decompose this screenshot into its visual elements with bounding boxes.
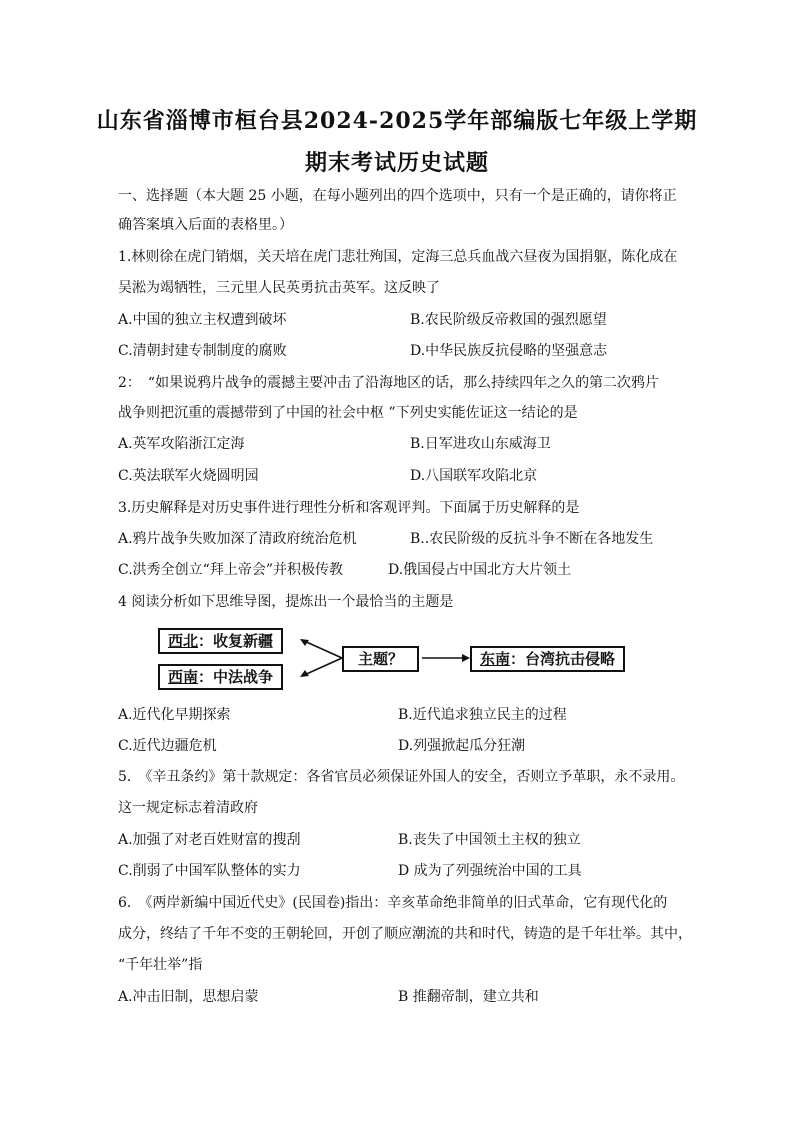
q6-stem-line3: “千年壮举”指 [118, 957, 203, 973]
q2-option-a: A.英军攻陷浙江定海 [118, 436, 245, 452]
q3-stem-line1: 3.历史解释是对历史事件进行理性分析和客观评判。下面属于历史解释的是 [118, 500, 580, 516]
q4-option-a: A.近代化早期探索 [118, 707, 231, 723]
q5-stem-line2: 这一规定标志着清政府 [118, 800, 258, 816]
q1-stem-line2: 吴淞为竭牺牲，三元里人民英勇抗击英军。这反映了 [118, 280, 440, 296]
exam-title-line2: 期末考试历史试题 [304, 150, 489, 176]
section-instruction-line2: 确答案填入后面的表格里。） [118, 217, 293, 233]
mindmap-se-topic: 台湾抗击侵略 [525, 650, 616, 668]
arrowhead-se [462, 654, 470, 662]
mindmap-center-node: 主题？ [342, 646, 419, 672]
q5-stem-line1: 5. 《辛丑条约》第十款规定：各省官员必须保证外国人的安全，否则立予革职，永不录用。 [118, 769, 685, 785]
q5-option-d: D 成为了列强统治中国的工具 [398, 863, 582, 879]
q1-stem-line1: 1.林则徐在虎门销烟，关天培在虎门悲壮殉国，定海三总兵血战六昼夜为国捐躯，陈化成在 [118, 249, 678, 265]
q2-option-b: B.日军进攻山东威海卫 [410, 436, 551, 452]
q4-stem-line1: 4 阅读分析如下思维导图，提炼出一个最恰当的主题是 [118, 594, 454, 610]
q2-stem-line2: 战争则把沉重的震撼带到了中国的社会中枢 ”下列史实能佐证这一结论的是 [118, 405, 578, 421]
q6-option-b: B 推翻帝制，建立共和 [398, 989, 539, 1005]
mindmap-se-region: 东南 [480, 650, 511, 668]
mindmap-nw-topic: 收复新疆 [213, 632, 274, 650]
q2-option-c: C.英法联军火烧圆明园 [118, 468, 259, 484]
connector-nw [302, 640, 342, 658]
q2-option-d: D.八国联军攻陷北京 [410, 468, 538, 484]
q1-option-a: A.中国的独立主权遭到破坏 [118, 312, 287, 328]
mind-map [150, 624, 650, 694]
q6-option-a: A.冲击旧制，思想启蒙 [118, 989, 259, 1005]
q5-option-b: B.丧失了中国领土主权的独立 [398, 832, 581, 848]
q3-option-c: C.洪秀全创立“拜上帝会”并积极传教 [118, 562, 343, 578]
q3-option-d: D.俄国侵占中国北方大片领土 [388, 562, 572, 578]
q5-option-c: C.削弱了中国军队整体的实力 [118, 863, 301, 879]
q3-option-b: B..农民阶级的反抗斗争不断在各地发生 [410, 531, 654, 547]
q4-option-b: B.近代追求独立民主的过程 [398, 707, 567, 723]
q2-stem-line1: 2： “如果说鸦片战争的震撼主要冲击了沿海地区的话，那么持续四年之久的第二次鸦片 [118, 375, 660, 391]
mindmap-node-northwest: 西北：收复新疆 [158, 628, 283, 654]
mindmap-node-southeast: 东南：台湾抗击侵略 [470, 646, 625, 672]
q1-option-c: C.清朝封建专制制度的腐败 [118, 343, 287, 359]
q4-option-d: D.列强掀起瓜分狂潮 [398, 738, 526, 754]
q3-option-a: A.鸦片战争失败加深了清政府统治危机 [118, 531, 357, 547]
exam-title-line1: 山东省淄博市桓台县2024-2025学年部编版七年级上学期 [96, 108, 698, 134]
q6-stem-line2: 成分，终结了千年不变的王朝轮回，开创了顺应潮流的共和时代，铸造的是千年壮举。其中， [118, 926, 692, 942]
mindmap-sw-region: 西南 [168, 668, 199, 686]
q1-option-b: B.农民阶级反帝救国的强烈愿望 [410, 312, 607, 328]
q4-option-c: C.近代边疆危机 [118, 738, 217, 754]
q1-option-d: D.中华民族反抗侵略的坚强意志 [410, 343, 608, 359]
connector-sw [302, 658, 342, 676]
mindmap-nw-region: 西北 [168, 632, 199, 650]
q5-option-a: A.加强了对老百姓财富的搜刮 [118, 832, 301, 848]
mindmap-node-southwest: 西南：中法战争 [158, 664, 283, 690]
mindmap-sw-topic: 中法战争 [213, 668, 274, 686]
q6-stem-line1: 6. 《两岸新编中国近代史》(民国卷)指出：辛亥革命绝非简单的旧式革命，它有现代化的 [118, 895, 668, 911]
section-instruction-line1: 一、选择题（本大题 25 小题，在每小题列出的四个选项中，只有一个是正确的，请你将正 [118, 188, 677, 204]
